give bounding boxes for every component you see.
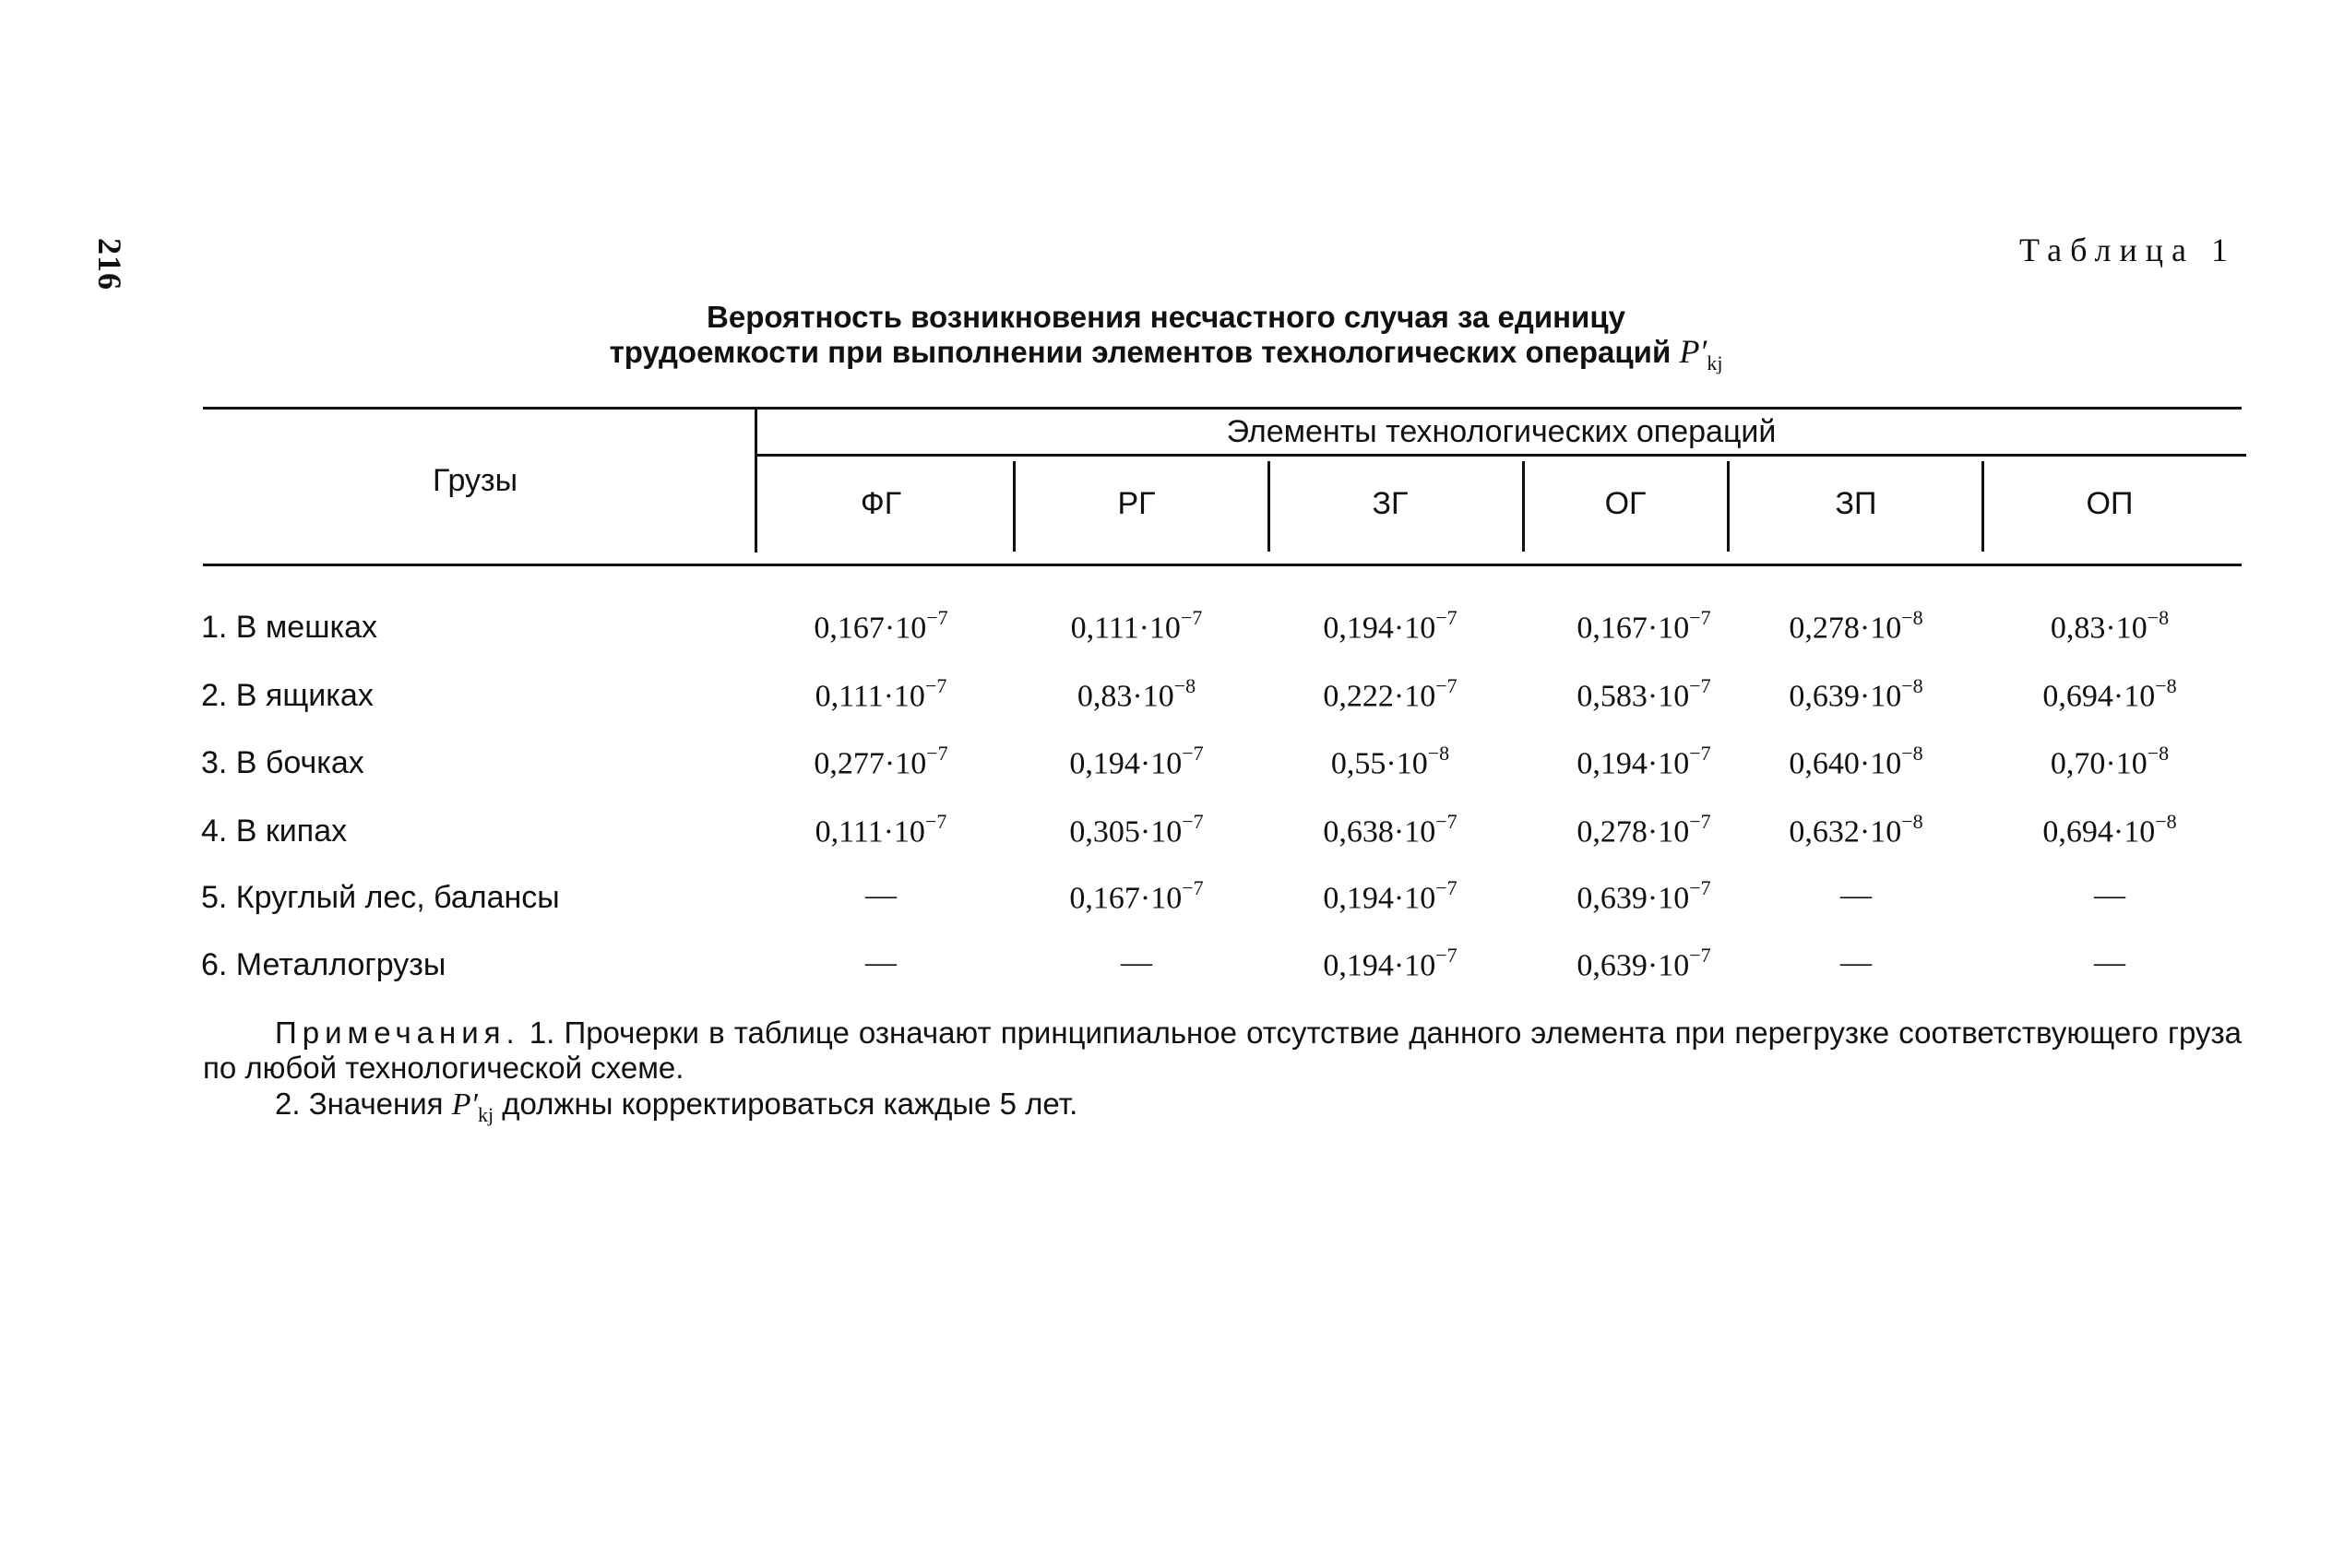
cell-mantissa: 0,639·10 (1576, 948, 1690, 983)
column-header-fg: ФГ (860, 486, 902, 521)
column-header-zg: ЗГ (1372, 486, 1409, 521)
table-top-rule (203, 407, 2242, 410)
cell-op (1983, 743, 2236, 781)
cell-mantissa: 0,632·10 (1789, 814, 1902, 849)
cell-mantissa: 0,194·10 (1323, 881, 1436, 916)
cell-op (1983, 608, 2236, 646)
cell-mantissa: — (1840, 878, 1872, 912)
cell-mantissa: 0,194·10 (1323, 948, 1436, 983)
cell-fg (755, 608, 1007, 646)
table-title-line-2 (0, 334, 2332, 381)
cell-rg (1010, 608, 1263, 646)
cell-mantissa: 0,111·10 (1070, 611, 1181, 646)
cell-exponent: −8 (1901, 606, 1923, 629)
cell-op (1983, 945, 2236, 980)
cell-mantissa: 0,639·10 (1576, 881, 1690, 916)
row-label: 3. В бочках (201, 745, 364, 780)
column-header-op: ОП (2086, 486, 2134, 521)
cell-zg (1264, 676, 1517, 714)
cell-mantissa: — (865, 878, 897, 912)
title-symbol-p: P′ (1679, 333, 1707, 370)
row-label: 4. В кипах (201, 814, 348, 849)
cell-mantissa: 0,111·10 (815, 679, 925, 714)
note-1 (203, 1016, 2242, 1086)
cell-exponent: −7 (924, 810, 947, 833)
cell-zg (1264, 608, 1517, 646)
note-2-prefix: 2. Значения (275, 1087, 444, 1121)
cell-mantissa: 0,694·10 (2042, 679, 2156, 714)
cell-exponent: −7 (1689, 810, 1711, 833)
note-2-symbol-p: P′ (451, 1087, 478, 1122)
cell-mantissa: 0,194·10 (1069, 746, 1183, 781)
note-2 (275, 1087, 2240, 1133)
cell-exponent: −7 (1435, 944, 1458, 967)
cell-zp (1730, 743, 1982, 781)
cell-exponent: −7 (1689, 876, 1711, 899)
cell-fg (755, 676, 1007, 714)
cell-exponent: −7 (1182, 742, 1204, 765)
cell-exponent: −8 (2155, 810, 2177, 833)
cell-exponent: −7 (1689, 944, 1711, 967)
cell-fg (755, 812, 1007, 849)
cell-exponent: −7 (1689, 674, 1711, 697)
cell-mantissa: 0,83·10 (1077, 679, 1174, 714)
cell-rg (1010, 878, 1263, 916)
cell-mantissa: 0,305·10 (1069, 814, 1183, 849)
cell-mantissa: 0,55·10 (1330, 746, 1428, 781)
cell-exponent: −8 (2147, 606, 2170, 629)
cell-mantissa: — (2094, 878, 2125, 912)
cell-exponent: −7 (924, 674, 947, 697)
notes-label: Примечания. (275, 1016, 520, 1050)
title-symbol (1679, 333, 1723, 375)
cell-mantissa: 0,278·10 (1789, 611, 1902, 646)
cell-exponent: −8 (2147, 742, 2170, 765)
cell-mantissa: 0,278·10 (1576, 814, 1690, 849)
cell-rg (1010, 743, 1263, 781)
cell-exponent: −8 (1901, 674, 1923, 697)
cell-mantissa: — (2094, 945, 2125, 980)
group-header-rule (756, 454, 2246, 457)
title-line-2-text: трудоемкости при выполнении элементов технологических операций (609, 335, 1672, 369)
row-label: 1. В мешках (201, 610, 378, 645)
cell-rg (1010, 812, 1263, 849)
table-title-line-1: Вероятность возникновения несчастного случая за единицу (707, 300, 1625, 334)
cell-rg (1010, 676, 1263, 714)
cell-exponent: −7 (1180, 606, 1203, 629)
cell-mantissa: 0,194·10 (1576, 746, 1690, 781)
cell-exponent: −7 (1435, 606, 1458, 629)
cell-mantissa: 0,167·10 (1069, 881, 1183, 916)
cell-mantissa: 0,111·10 (815, 814, 925, 849)
cell-exponent: −7 (1182, 810, 1204, 833)
row-header: Грузы (432, 463, 518, 498)
cell-exponent: −8 (1901, 742, 1923, 765)
cell-exponent: −7 (926, 606, 948, 629)
cell-op (1983, 676, 2236, 714)
column-header-rg: РГ (1117, 486, 1156, 521)
row-label: 2. В ящиках (201, 678, 374, 713)
cell-zg (1264, 812, 1517, 849)
cell-exponent: −7 (1435, 876, 1458, 899)
header-bottom-rule (203, 564, 2242, 566)
cell-fg (755, 945, 1007, 980)
cell-mantissa: — (865, 945, 897, 980)
title-symbol-sub: kj (1707, 351, 1723, 375)
cell-zp (1730, 812, 1982, 849)
note-2-symbol (451, 1087, 494, 1126)
row-label: 6. Металлогрузы (201, 947, 446, 982)
cell-exponent: −7 (1182, 876, 1204, 899)
cell-mantissa: 0,277·10 (814, 746, 927, 781)
cell-mantissa: 0,194·10 (1323, 611, 1436, 646)
cell-mantissa: 0,222·10 (1323, 679, 1436, 714)
cell-mantissa: — (1121, 945, 1152, 980)
page-number: 216 (91, 238, 128, 291)
cell-exponent: −8 (1173, 674, 1196, 697)
cell-zg (1264, 945, 1517, 983)
note-2-suffix: должны корректироваться каждые 5 лет. (502, 1087, 1078, 1121)
cell-zp (1730, 878, 1982, 913)
cell-exponent: −8 (1427, 742, 1450, 765)
cell-exponent: −7 (1689, 742, 1711, 765)
cell-mantissa: — (1840, 945, 1872, 980)
row-label: 5. Круглый лес, балансы (201, 880, 560, 915)
table-label: Таблица 1 (2019, 232, 2236, 268)
cell-mantissa: 0,83·10 (2050, 611, 2148, 646)
cell-mantissa: 0,167·10 (1576, 611, 1690, 646)
cell-mantissa: 0,640·10 (1789, 746, 1902, 781)
cell-exponent: −7 (926, 742, 948, 765)
cell-exponent: −8 (1901, 810, 1923, 833)
cell-mantissa: 0,638·10 (1323, 814, 1436, 849)
column-header-og: ОГ (1604, 486, 1647, 521)
cell-zg (1264, 743, 1517, 781)
cell-op (1983, 878, 2236, 913)
note-2-symbol-sub: kj (477, 1102, 494, 1126)
group-header: Элементы технологических операций (1226, 414, 1777, 449)
cell-mantissa: 0,639·10 (1789, 679, 1902, 714)
cell-exponent: −7 (1435, 810, 1458, 833)
cell-fg (755, 743, 1007, 781)
column-header-zp: ЗП (1835, 486, 1877, 521)
cell-exponent: −7 (1689, 606, 1711, 629)
cell-zp (1730, 676, 1982, 714)
cell-fg (755, 878, 1007, 913)
cell-op (1983, 812, 2236, 849)
cell-mantissa: 0,167·10 (814, 611, 927, 646)
cell-zg (1264, 878, 1517, 916)
cell-exponent: −8 (2155, 674, 2177, 697)
cell-zp (1730, 608, 1982, 646)
cell-rg (1010, 945, 1263, 980)
cell-mantissa: 0,70·10 (2050, 746, 2148, 781)
cell-mantissa: 0,694·10 (2042, 814, 2156, 849)
cell-zp (1730, 945, 1982, 980)
note-1-text: 1. Прочерки в таблице означают принципиальное отсутствие данного элемента при перегрузке соответствующего груза по любой технологической схеме. (203, 1016, 2242, 1085)
cell-mantissa: 0,583·10 (1576, 679, 1690, 714)
cell-exponent: −7 (1435, 674, 1458, 697)
